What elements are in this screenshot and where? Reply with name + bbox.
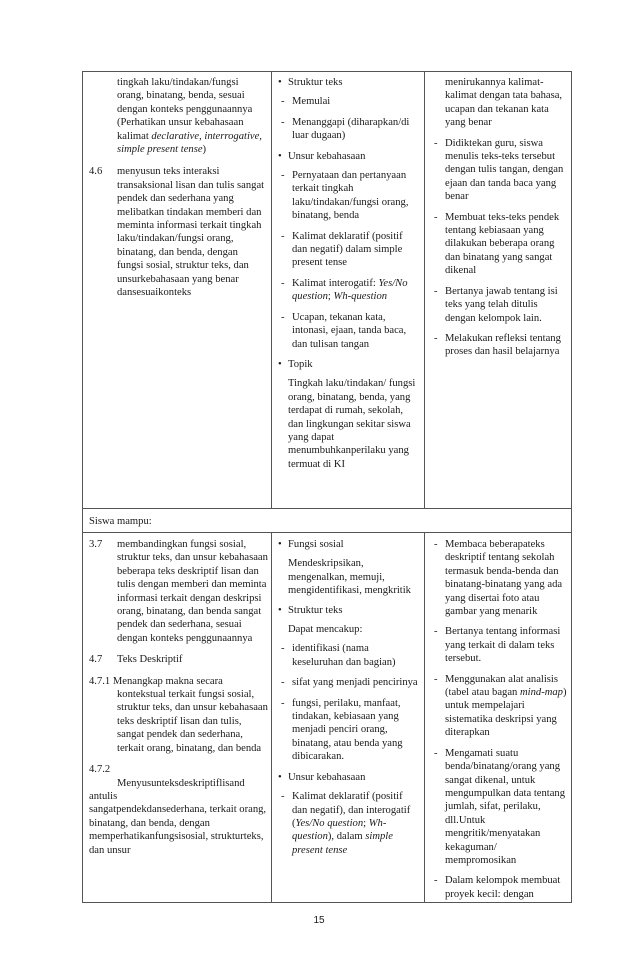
kd-4-7-1-text: Menangkap makna secara xyxy=(112,675,223,687)
unsur-heading: • Unsur kebahasaan xyxy=(277,150,419,163)
row1-col1 xyxy=(89,76,267,308)
activity-item-text: ) untuk mempelajari sistematika deskripsi yang diterapkan xyxy=(445,687,567,739)
unsur-item xyxy=(277,790,419,857)
activity-item: - Bertanya jawab tentang isi teks yang telah ditulis dengan kelompok lain. xyxy=(430,285,570,325)
row1-col2 xyxy=(277,76,419,477)
row-divider-2 xyxy=(83,532,571,533)
activity-item-term: mind-map xyxy=(520,687,563,699)
kd-cont-text: tingkah laku/tindakan/fungsi orang, binatang, benda, sesuai dengan konteks penggunaannya xyxy=(117,77,253,115)
topik-text: Tingkah laku/tindakan/ fungsi orang, binatang, benda, yang terdapat di rumah, sekolah, dan lingkungan sekitar siswa yang dapat menumbuhkanperilaku yang termuat di KI xyxy=(288,378,416,470)
topik-heading: • Topik xyxy=(277,358,419,371)
unsur-item-term: Yes/No question xyxy=(292,277,408,303)
kd-4-7-1-number: 4.7.1 xyxy=(89,675,111,687)
row-divider-1 xyxy=(83,508,571,509)
row3-col1 xyxy=(89,538,269,857)
kd-continuation xyxy=(89,76,267,156)
kd-4-6-number: 4.6 xyxy=(89,166,103,178)
unsur-item: - Kalimat deklaratif (positif dan negatif) dalam simple present tense xyxy=(277,230,419,270)
activity-item: - Dalam kelompok membuat proyek kecil: dengan xyxy=(430,874,570,901)
kd-3-7 xyxy=(89,538,269,645)
unsur-item xyxy=(277,277,419,304)
unsur-item-term: simple present tense xyxy=(292,831,393,856)
kd-4-6-text: menyusun teks interaksi transaksional lisan dan tulis sangat pendek dan sederhana yang melibatkan tindakan memberi dan meminta informasi terkait tingkah laku/tindakan/fungsi orang, binatang, dan benda, dengan fungsi sosial, struktur teks, dan unsurkebahasaan yang benar dansesuaikonteks xyxy=(117,166,265,299)
col-divider-2-top xyxy=(424,72,425,508)
fungsi-text: Mendeskripsikan, mengenalkan, memuji, mengidentifikasi, mengkritik xyxy=(288,558,411,597)
kd-4-7-2-text: antulis xyxy=(89,790,118,802)
kd-3-7-number: 3.7 xyxy=(89,539,103,550)
activity-continuation: menirukannya kalimat-kalimat dengan tata bahasa, ucapan dan tekanan kata yang benar xyxy=(445,77,563,129)
row3-col3 xyxy=(430,538,570,908)
kd-cont-note: (Perhatikan unsur kebahasaan kalimat xyxy=(117,117,244,142)
struktur-item: - sifat yang menjadi pencirinya xyxy=(277,676,419,689)
kd-cont-close: ) xyxy=(202,144,207,156)
kd-4-6 xyxy=(89,165,267,299)
struktur-heading: • Struktur teks xyxy=(277,604,419,617)
struktur-item: - Memulai xyxy=(277,95,419,108)
unsur-item-sep: ; xyxy=(327,291,334,303)
unsur-item: - Pernyataan dan pertanyaan terkait tingkah laku/tindakan/fungsi orang, binatang, benda xyxy=(277,169,419,223)
activity-item xyxy=(430,673,570,740)
kd-4-7-2-text: Menyusunteksdeskriptiflisand xyxy=(117,777,245,789)
row3-col2 xyxy=(277,538,419,864)
activity-item: - Didiktekan guru, siswa menulis teks-teks tersebut dengan tulis tangan, dengan ejaan dan tanda baca yang benar xyxy=(430,137,570,204)
kd-4-7-2-text: sangatpendekdansederhana, terkait orang, binatang, dan benda, dengan memperhatikanfungsisosial, strukturteks, dan unsur xyxy=(89,804,267,856)
activity-item: - Mengamati suatu benda/binatang/orang yang sangat dikenal, untuk mengumpulkan data tentang jumlah, sifat, perilaku, dll.Untuk mengritik/menyatakan kekaguman/ mempromosikan xyxy=(430,747,570,868)
kd-4-7-1 xyxy=(89,675,269,755)
col-divider-2-bottom xyxy=(424,532,425,903)
kd-3-7-text: membandingkan fungsi sosial, struktur teks, dan unsur kebahasaan beberapa teks deskriptif lisan dan tulis dengan memberi dan meminta informasi terkait dengan deskripsi orang, binatang, dan benda sangat pendek dan sederhana, sesuai dengan konteks penggunaannya xyxy=(117,539,268,644)
unsur-heading: • Unsur kebahasaan xyxy=(277,771,419,784)
row1-col3 xyxy=(430,76,570,366)
struktur-item: - Menanggapi (diharapkan/di luar dugaan) xyxy=(277,116,419,143)
activity-item-text: Menggunakan alat analisis (tabel atau bagan xyxy=(445,673,558,699)
kd-4-7-2 xyxy=(89,763,269,857)
kd-cont-term2: interrogative, simple present tense xyxy=(117,130,262,156)
kd-4-7-2-number: 4.7.2 xyxy=(89,764,111,776)
struktur-item: - fungsi, perilaku, manfaat, tindakan, kebiasaan yang menjadi penciri orang, binatang, atau benda yang dibicarakan. xyxy=(277,697,419,764)
unsur-item: - Ucapan, tekanan kata, intonasi, ejaan, tanda baca, dan tulisan tangan xyxy=(277,311,419,351)
fungsi-heading: • Fungsi sosial xyxy=(277,538,419,551)
struktur-intro: Dapat mencakup: xyxy=(288,624,363,636)
unsur-item-text: Kalimat deklaratif (positif dan negatif), dan interogatif ( xyxy=(292,791,411,829)
section-header: Siswa mampu: xyxy=(89,516,152,527)
col-divider-1-bottom xyxy=(271,532,272,903)
activity-item: - Melakukan refleksi tentang proses dan hasil belajarnya xyxy=(430,332,570,359)
page-number: 15 xyxy=(313,915,325,926)
col-divider-1-top xyxy=(271,72,272,508)
kd-4-7-1-text: kontekstual terkait fungsi sosial, struktur teks, dan unsur kebahasaan teks deskriptif lisan dan tulis, sangat pendek dan sederhana, terkait orang, binatang, dan benda xyxy=(117,689,268,754)
kd-4-7-number: 4.7 xyxy=(89,654,103,666)
unsur-item-term: Wh-question xyxy=(292,817,387,843)
activity-item: - Membuat teks-teks pendek tentang kebiasaan yang dilakukan beberapa orang dan binatang yang sangat dikenal xyxy=(430,211,570,278)
unsur-item-text: ), dalam xyxy=(327,831,366,843)
kd-4-7-text: Teks Deskriptif xyxy=(117,654,183,666)
struktur-heading: • Struktur teks xyxy=(277,76,419,89)
curriculum-table xyxy=(82,71,572,903)
unsur-item-text: Kalimat interogatif: xyxy=(292,277,379,289)
struktur-item: - identifikasi (nama keseluruhan dan bagian) xyxy=(277,642,419,669)
activity-item: - Membaca beberapateks deskriptif tentang sekolah termasuk benda-benda dan binatang-binatang yang ada yang disertai foto atau gambar yang menarik xyxy=(430,538,570,618)
unsur-item-sep: ; xyxy=(363,817,369,829)
unsur-item-term: Yes/No question xyxy=(295,817,364,829)
kd-cont-sep: , xyxy=(199,130,205,142)
kd-4-7 xyxy=(89,653,269,666)
unsur-item-term: Wh-question xyxy=(333,291,388,303)
activity-item: - Bertanya tentang informasi yang terkait di dalam teks tersebut. xyxy=(430,625,570,665)
kd-cont-term1: declarative xyxy=(151,130,200,142)
